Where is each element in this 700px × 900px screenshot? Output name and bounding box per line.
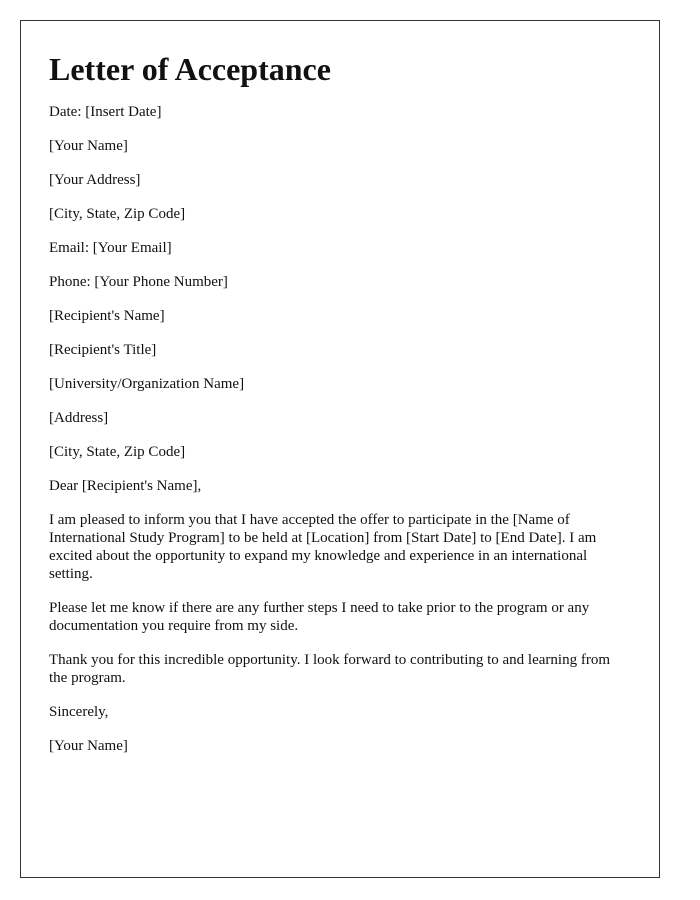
body-paragraph-thanks: Thank you for this incredible opportunity. I look forward to contributing to and learning from the program. — [49, 652, 610, 686]
sender-address: [Your Address] — [49, 172, 141, 188]
recipient-name: [Recipient's Name] — [49, 308, 165, 324]
sender-phone: Phone: [Your Phone Number] — [49, 274, 228, 290]
sender-city-state-zip: [City, State, Zip Code] — [49, 206, 186, 222]
recipient-organization: [University/Organization Name] — [49, 376, 245, 392]
letter-title: Letter of Acceptance — [49, 51, 331, 87]
body-paragraph-next-steps: Please let me know if there are any further steps I need to take prior to the program or any documentation you require from my side. — [49, 600, 590, 634]
sender-email: Email: [Your Email] — [49, 240, 172, 256]
closing: Sincerely, — [49, 704, 109, 720]
body-paragraph-acceptance: I am pleased to inform you that I have accepted the offer to participate in the [Name of International Study Program] to be held at [Location] from [Start Date] to [End Date]. I am excited about the opportunity to expand my knowledge and experience in an international setting. — [49, 512, 597, 582]
signature-name: [Your Name] — [49, 738, 128, 754]
recipient-city-state-zip: [City, State, Zip Code] — [49, 444, 186, 460]
recipient-address: [Address] — [49, 410, 109, 426]
sender-name: [Your Name] — [49, 138, 128, 154]
date-line: Date: [Insert Date] — [49, 104, 162, 120]
salutation: Dear [Recipient's Name], — [49, 478, 202, 494]
recipient-title: [Recipient's Title] — [49, 342, 157, 358]
letter-content — [21, 21, 659, 755]
letter-page — [20, 20, 660, 878]
